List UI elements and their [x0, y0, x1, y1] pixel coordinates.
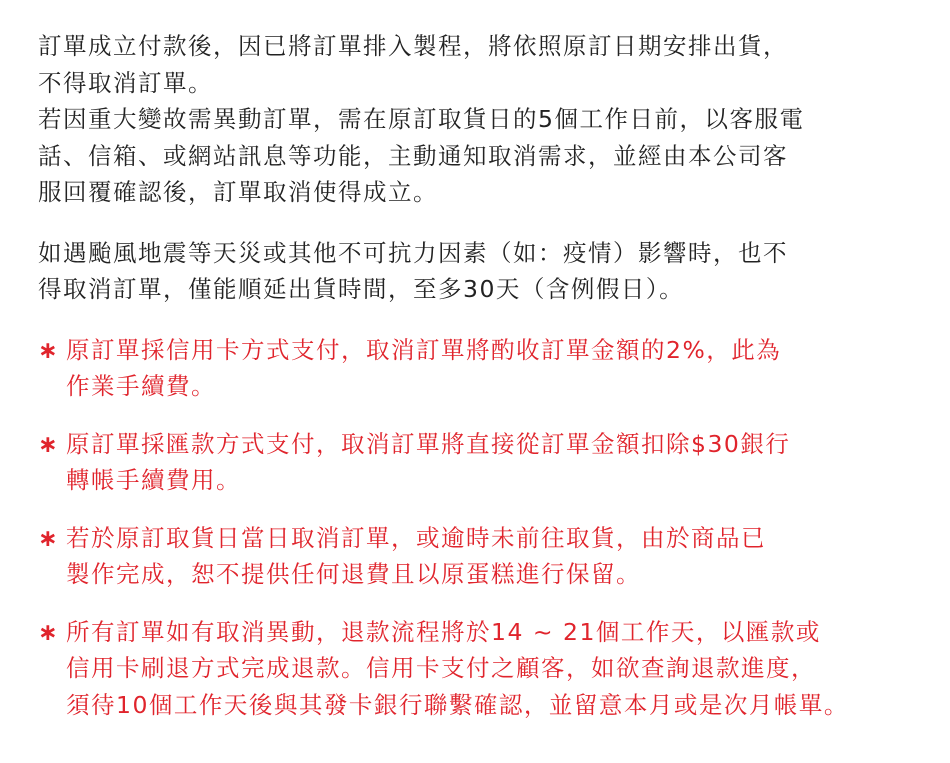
note-text: 若於原訂取貨日當日取消訂單，或逾時未前往取貨，由於商品已 製作完成，恕不提供任何退費且以原蛋糕進行保留。	[66, 523, 766, 588]
note-credit-card-fee	[38, 332, 892, 405]
policy-paragraph-force-majeure: 如遇颱風地震等天災或其他不可抗力因素（如：疫情）影響時，也不 得取消訂單，僅能順延出貨時間，至多30天（含例假日）。	[38, 238, 788, 303]
asterisk-icon: ∗	[38, 523, 60, 552]
note-text: 原訂單採信用卡方式支付，取消訂單將酌收訂單金額的2%，此為 作業手續費。	[66, 335, 782, 400]
policy-notes-list	[38, 332, 892, 724]
note-refund-process	[38, 614, 892, 724]
note-bank-transfer-fee	[38, 426, 892, 499]
note-same-day-cancel	[38, 520, 892, 593]
note-text: 原訂單採匯款方式支付，取消訂單將直接從訂單金額扣除$30銀行 轉帳手續費用。	[66, 429, 791, 494]
policy-paragraph-no-cancel: 訂單成立付款後，因已將訂單排入製程，將依照原訂日期安排出貨， 不得取消訂單。	[38, 32, 788, 97]
note-text: 所有訂單如有取消異動，退款流程將於14 ~ 21個工作天，以匯款或 信用卡刷退方式完成退款。信用卡支付之顧客，如欲查詢退款進度， 須待10個工作天後與其發卡銀行聯繫確認，並留意本月或是次月帳單。	[66, 617, 849, 719]
policy-paragraph-major-change: 若因重大變故需異動訂單，需在原訂取貨日的5個工作日前，以客服電 話、信箱、或網站訊息等功能，主動通知取消需求，並經由本公司客 服回覆確認後，訂單取消使得成立。	[38, 105, 805, 206]
asterisk-icon: ∗	[38, 617, 60, 646]
asterisk-icon: ∗	[38, 335, 60, 364]
asterisk-icon: ∗	[38, 429, 60, 458]
